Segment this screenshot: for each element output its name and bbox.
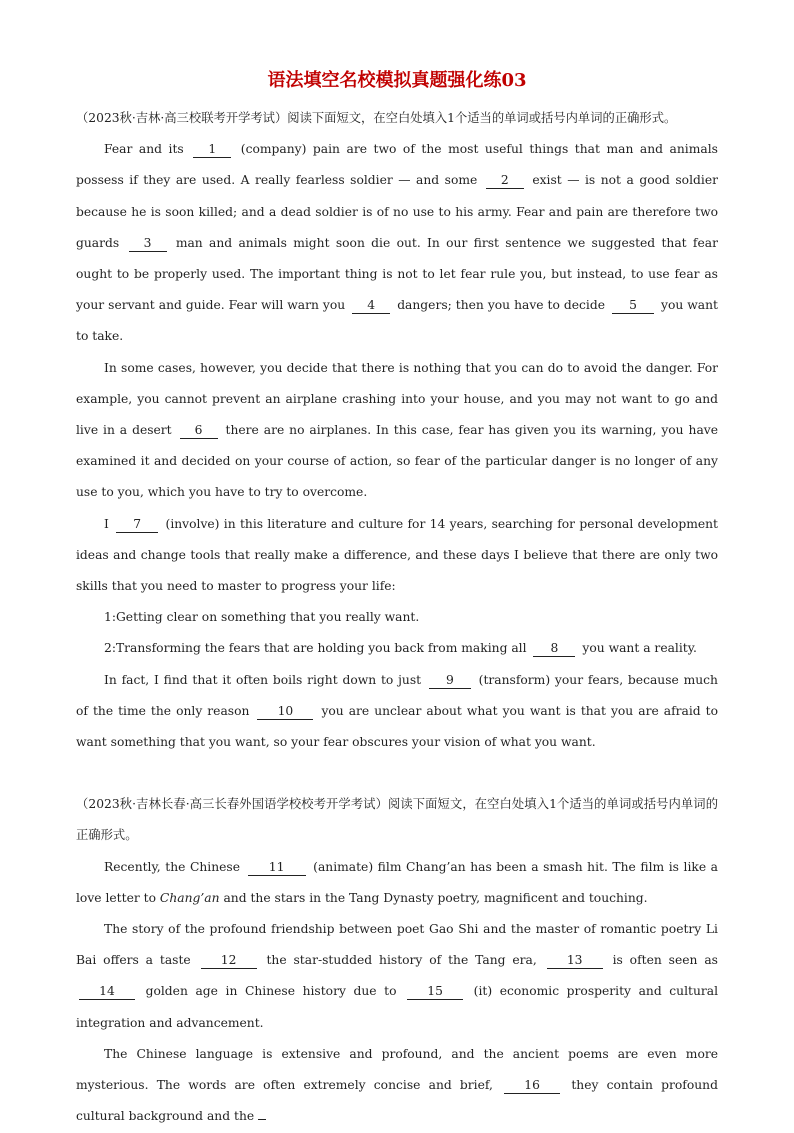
blank-3[interactable]: 3 (129, 236, 167, 252)
blank-17-start[interactable] (258, 1119, 266, 1120)
blank-15[interactable]: 15 (407, 984, 463, 1000)
blank-14[interactable]: 14 (79, 984, 135, 1000)
page-title: 语法填空名校模拟真题强化练03 (267, 70, 527, 91)
blank-8[interactable]: 8 (533, 641, 575, 657)
blank-2[interactable]: 2 (486, 173, 524, 189)
blank-4[interactable]: 4 (352, 298, 390, 314)
document-body (76, 103, 718, 1133)
blank-6[interactable]: 6 (180, 423, 218, 439)
section-divider (76, 758, 718, 789)
passage1-paragraph2: In some cases, however, you decide that there is nothing that you can do to avoid the danger. For example, you cannot prevent an airplane crashing into your house, and you may not want to go and live in a desert 6 there are no airplanes. In this case, fear has given you its warning, you have examined it and decided on your course of action, so fear of the particular danger is no longer of any use to you, which you have to try to overcome. (76, 360, 718, 500)
passage1-paragraph6: In fact, I find that it often boils right down to just 9 (transform) your fears, because much of the time the only reason 10 you are unclear about what you want is that you are afraid to want something that you want, so your fear obscures your vision of what you want. (76, 672, 718, 750)
blank-10[interactable]: 10 (257, 704, 313, 720)
blank-13[interactable]: 13 (547, 953, 603, 969)
passage1-paragraph1: Fear and its 1 (company) pain are two of the most useful things that man and animals possess if they are used. A really fearless soldier — and some 2 exist — is not a good soldier because he is soon killed; and a dead soldier is of no use to his army. Fear and pain are therefore two guards 3 man and animals might soon die out. In our first sentence we suggested that fear ought to be properly used. The important thing is not to let fear rule you, but instead, to use fear as your servant and guide. Fear will warn you 4 dangers; then you have to decide 5 you want to take. (76, 142, 718, 344)
blank-16[interactable]: 16 (504, 1078, 560, 1094)
passage1-paragraph5: 2:Transforming the fears that are holding you back from making all 8 you want a reality. (104, 641, 697, 656)
blank-9[interactable]: 9 (429, 673, 471, 689)
passage1-paragraph3: I 7 (involve) in this literature and culture for 14 years, searching for personal development ideas and change tools that really make a difference, and these days I believe that there are only two skills that you need to master to progress your life: (76, 516, 718, 594)
blank-12[interactable]: 12 (201, 953, 257, 969)
passage2-paragraph1: Recently, the Chinese 11 (animate) film Chang’an has been a smash hit. The film is like a love letter to Chang’an and the stars in the Tang Dynasty poetry, magnificent and touching. (76, 859, 718, 905)
blank-1[interactable]: 1 (193, 142, 231, 158)
film-title: Chang’an (159, 890, 220, 905)
passage2-paragraph2: The story of the profound friendship between poet Gao Shi and the master of romantic poetry Li Bai offers a taste 12 the star-studded history of the Tang era, 13 is often seen as 14 golden age in Chinese history due to 15 (it) economic prosperity and cultural integration and advancement. (76, 922, 719, 1030)
section1-instructions: （2023秋·吉林·高三校联考开学考试）阅读下面短文，在空白处填入1个适当的单词或括号内单词的正确形式。 (76, 111, 677, 125)
passage2-paragraph3: The Chinese language is extensive and profound, and the ancient poems are even more mysterious. The words are often extremely concise and brief, 16 they contain profound cultural background and the (76, 1046, 718, 1124)
blank-7[interactable]: 7 (116, 517, 158, 533)
passage1-paragraph4: 1:Getting clear on something that you really want. (104, 610, 420, 625)
section2-instructions: （2023秋·吉林长春·高三长春外国语学校校考开学考试）阅读下面短文，在空白处填入1个适当的单词或括号内单词的正确形式。 (76, 797, 718, 843)
blank-11[interactable]: 11 (248, 860, 306, 876)
blank-5[interactable]: 5 (612, 298, 654, 314)
